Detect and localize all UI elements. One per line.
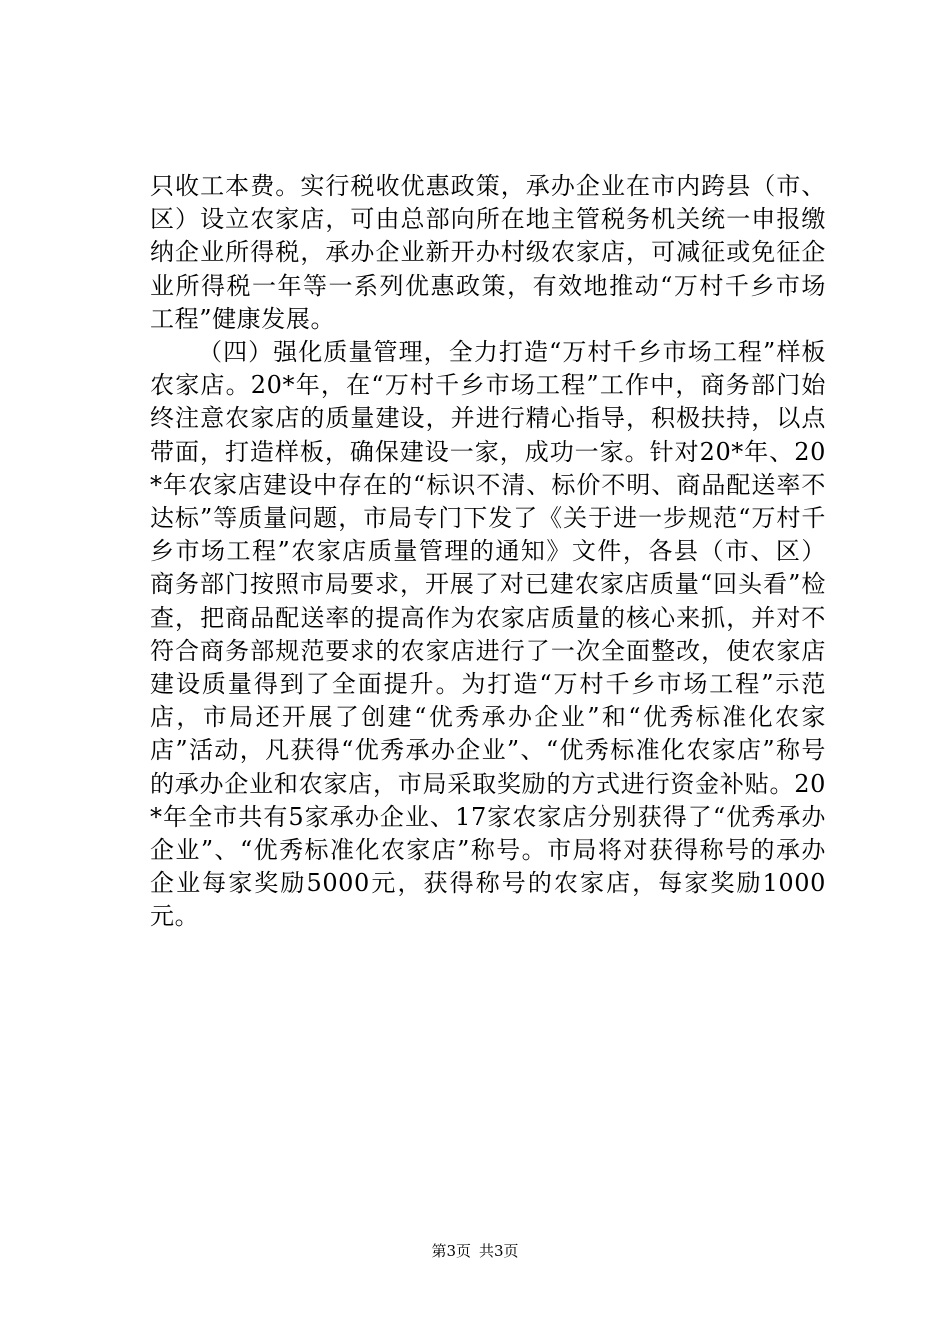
paragraph-tax-policy: 只收工本费。实行税收优惠政策，承办企业在市内跨县（市、区）设立农家店，可由总部向所在地主管税务机关统一申报缴纳企业所得税，承办企业新开办村级农家店，可减征或免征企业所得税一年等一系列优惠政策，有效地推动“万村千乡市场工程”健康发展。 [150, 172, 826, 333]
page-number: 第3页 [431, 1242, 471, 1260]
page-footer [0, 1241, 950, 1261]
document-body [150, 170, 826, 934]
page-total: 共3页 [479, 1242, 519, 1260]
paragraph-quality-management: （四）强化质量管理，全力打造“万村千乡市场工程”样板农家店。20*年，在“万村千乡市场工程”工作中，商务部门始终注意农家店的质量建设，并进行精心指导，积极扶持，以点带面，打造样板，确保建设一家，成功一家。针对20*年、20*年农家店建设中存在的“标识不清、标价不明、商品配送率不达标”等质量问题，市局专门下发了《关于进一步规范“万村千乡市场工程”农家店质量管理的通知》文件，各县（市、区）商务部门按照市局要求，开展了对已建农家店质量“回头看”检查，把商品配送率的提高作为农家店质量的核心来抓，并对不符合商务部规范要求的农家店进行了一次全面整改，使农家店建设质量得到了全面提升。为打造“万村千乡市场工程”示范店，市局还开展了创建“优秀承办企业”和“优秀标准化农家店”活动，凡获得“优秀承办企业”、“优秀标准化农家店”称号的承办企业和农家店，市局采取奖励的方式进行资金补贴。20*年全市共有5家承办企业、17家农家店分别获得了“优秀承办企业”、“优秀标准化农家店”称号。市局将对获得称号的承办企业每家奖励5000元，获得称号的农家店，每家奖励1000元。 [150, 338, 826, 931]
